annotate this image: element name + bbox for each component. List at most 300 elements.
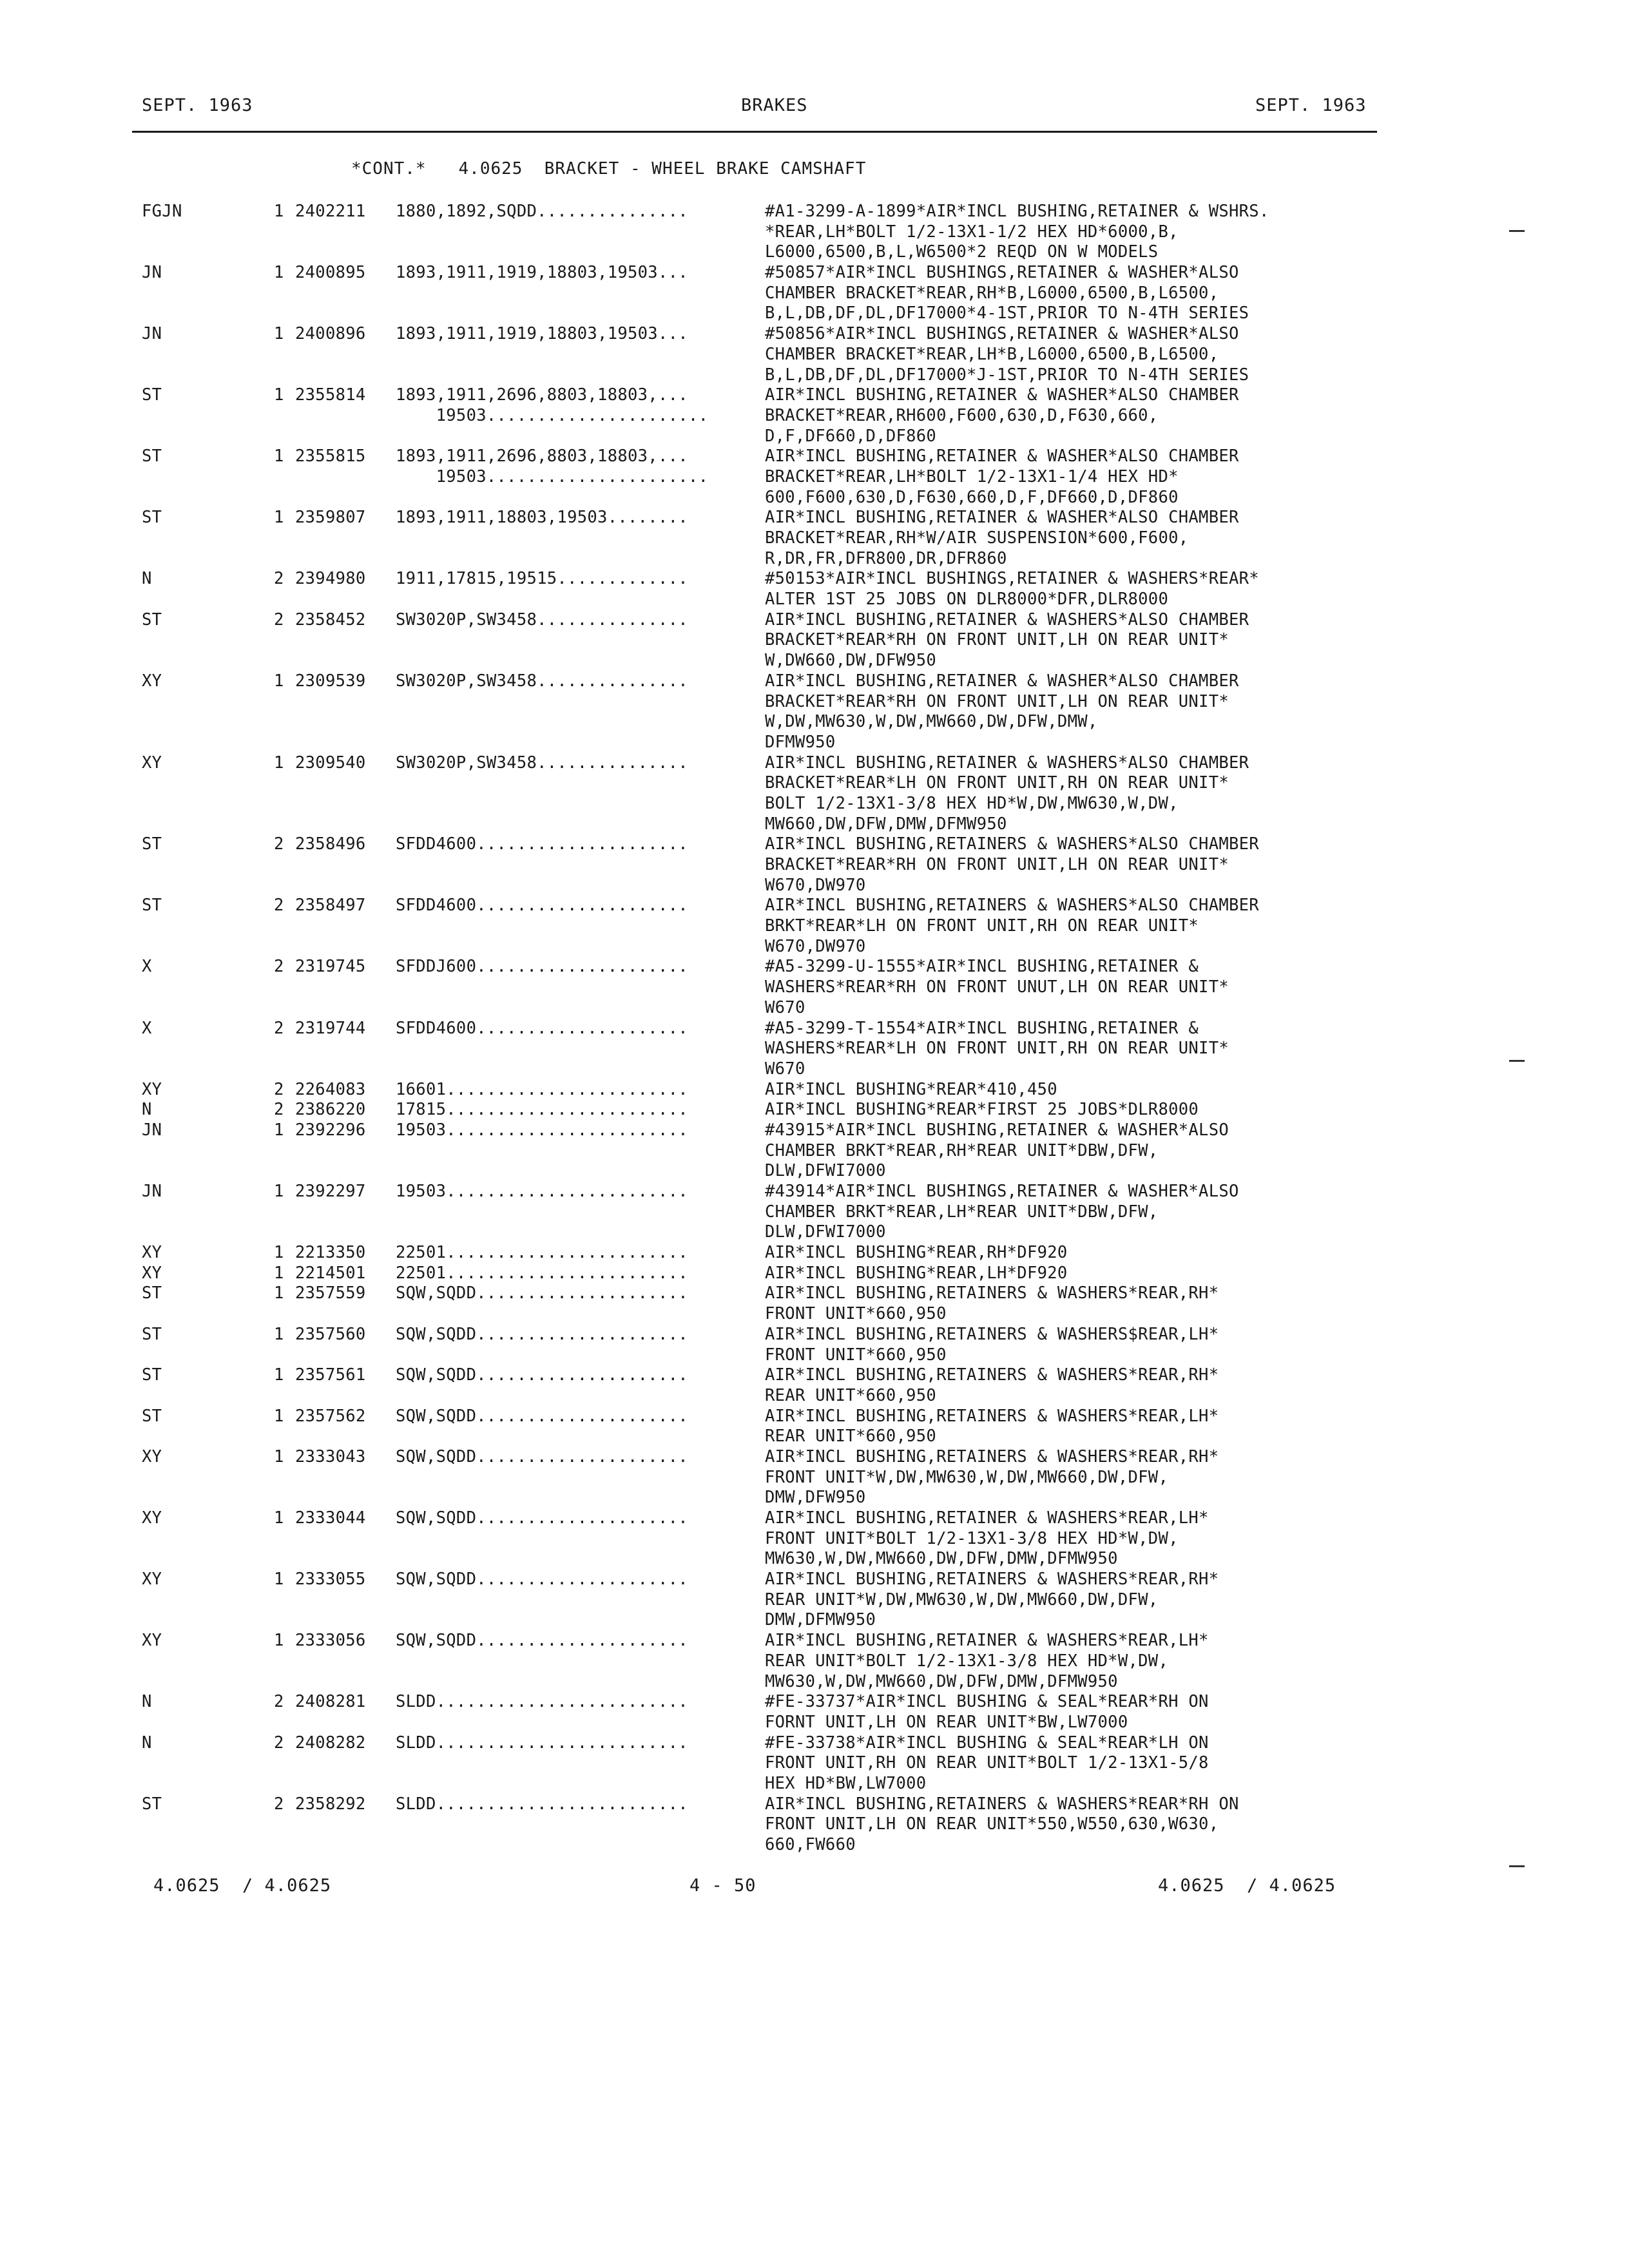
entry-line [0, 345, 1629, 365]
entry-line [0, 549, 1629, 570]
description: DMW,DFMW950 [765, 1610, 876, 1630]
model-code: XY [142, 1508, 162, 1528]
description: #A5-3299-U-1555*AIR*INCL BUSHING,RETAINER & [765, 957, 1199, 977]
quantity: 2 [274, 1733, 284, 1753]
model-code: XY [142, 1243, 162, 1263]
model-list: 19503...................... [396, 466, 709, 486]
description: W670 [765, 1059, 805, 1079]
entry-line [0, 1651, 1629, 1672]
entry-line [0, 488, 1629, 508]
description: AIR*INCL BUSHING,RETAINERS & WASHERS*ALSO CHAMBER [765, 834, 1259, 854]
model-list: SQW,SQDD..................... [396, 1324, 688, 1344]
header-title: BRAKES [741, 95, 808, 115]
model-code: X [142, 957, 152, 977]
model-code: XY [142, 671, 162, 691]
part-number: 2358497 [295, 896, 366, 916]
quantity: 1 [274, 1406, 284, 1426]
quantity: 1 [274, 1120, 284, 1140]
description: BRKT*REAR*LH ON FRONT UNIT,RH ON REAR UNIT* [765, 916, 1199, 936]
model-code: XY [142, 753, 162, 773]
description: AIR*INCL BUSHING,RETAINERS & WASHERS*REAR,RH* [765, 1365, 1219, 1385]
part-number: 2394980 [295, 569, 366, 589]
description: 600,F600,630,D,F630,660,D,F,DF660,D,DF860 [765, 487, 1179, 507]
quantity: 2 [274, 1100, 284, 1120]
entry-line [0, 1468, 1629, 1488]
description: #FE-33737*AIR*INCL BUSHING & SEAL*REAR*RH ON [765, 1692, 1209, 1712]
entry-line [0, 733, 1629, 753]
model-list: 1880,1892,SQDD............... [396, 202, 688, 221]
quantity: 2 [274, 896, 284, 916]
model-code: XY [142, 1263, 162, 1283]
model-list: SQW,SQDD..................... [396, 1631, 688, 1651]
model-list: 19503........................ [396, 1182, 688, 1201]
description: BRACKET*REAR*RH ON FRONT UNIT,LH ON REAR UNIT* [765, 691, 1229, 711]
entry-line [0, 1202, 1629, 1223]
entry-line [0, 773, 1629, 794]
model-code: N [142, 1692, 152, 1712]
description: AIR*INCL BUSHING,RETAINERS & WASHERS*REAR,LH* [765, 1406, 1219, 1426]
entry-line [0, 467, 1629, 488]
model-code: ST [142, 1283, 162, 1303]
description: #FE-33738*AIR*INCL BUSHING & SEAL*REAR*LH ON [765, 1733, 1209, 1753]
entry-line [0, 1243, 1629, 1264]
description: B,L,DB,DF,DL,DF17000*J-1ST,PRIOR TO N-4TH SERIES [765, 365, 1249, 385]
model-code: ST [142, 896, 162, 916]
quantity: 1 [274, 385, 284, 405]
part-entry [0, 1407, 1629, 1447]
entry-line [0, 1692, 1629, 1713]
model-list: SW3020P,SW3458............... [396, 753, 688, 773]
model-list: SLDD......................... [396, 1733, 688, 1753]
part-entry [0, 896, 1629, 957]
header-date-right: SEPT. 1963 [1255, 95, 1367, 115]
entry-line [0, 406, 1629, 427]
entry-line [0, 977, 1629, 998]
model-list: SQW,SQDD..................... [396, 1365, 688, 1385]
part-number: 2264083 [295, 1079, 366, 1099]
model-list: 19503........................ [396, 1120, 688, 1140]
description: DMW,DFW950 [765, 1488, 866, 1508]
entry-line [0, 630, 1629, 651]
part-number: 2392296 [295, 1120, 366, 1140]
quantity: 1 [274, 1182, 284, 1201]
part-entry [0, 202, 1629, 263]
entry-line [0, 324, 1629, 345]
page-number: 4 - 50 [689, 1876, 757, 1896]
description: CHAMBER BRACKET*REAR,LH*B,L6000,6500,B,L6500, [765, 344, 1219, 364]
part-number: 2355814 [295, 385, 366, 405]
model-code: JN [142, 324, 162, 344]
entry-line [0, 712, 1629, 733]
part-entry [0, 1019, 1629, 1080]
part-entry [0, 1692, 1629, 1733]
model-list: SLDD......................... [396, 1692, 688, 1712]
entry-line [0, 590, 1629, 610]
part-entry [0, 1120, 1629, 1182]
entry-line [0, 1488, 1629, 1508]
description: AIR*INCL BUSHING,RETAINER & WASHERS*ALSO CHAMBER [765, 610, 1249, 629]
quantity: 1 [274, 1263, 284, 1283]
quantity: 1 [274, 1446, 284, 1466]
quantity: 1 [274, 671, 284, 691]
description: FRONT UNIT*BOLT 1/2-13X1-3/8 HEX HD*W,DW, [765, 1528, 1179, 1548]
part-number: 2333056 [295, 1631, 366, 1651]
description: W,DW660,DW,DFW950 [765, 651, 937, 671]
description: BRACKET*REAR*RH ON FRONT UNIT,LH ON REAR UNIT* [765, 630, 1229, 650]
entry-line [0, 1814, 1629, 1835]
quantity: 1 [274, 202, 284, 221]
part-entry [0, 1325, 1629, 1365]
quantity: 2 [274, 1018, 284, 1038]
model-code: ST [142, 508, 162, 528]
description: W670,DW970 [765, 875, 866, 895]
description: REAR UNIT*660,950 [765, 1427, 937, 1446]
part-entry [0, 1182, 1629, 1243]
part-number: 2358452 [295, 610, 366, 629]
description: MW660,DW,DFW,DMW,DFMW950 [765, 814, 1007, 834]
entry-line [0, 1304, 1629, 1325]
part-number: 2386220 [295, 1100, 366, 1120]
description: CHAMBER BRACKET*REAR,RH*B,L6000,6500,B,L6500, [765, 283, 1219, 303]
entry-line [0, 1672, 1629, 1693]
description: BRACKET*REAR,LH*BOLT 1/2-13X1-1/4 HEX HD* [765, 466, 1179, 486]
part-entry [0, 1794, 1629, 1856]
part-number: 2400896 [295, 324, 366, 344]
description: FRONT UNIT*W,DW,MW630,W,DW,MW660,DW,DFW, [765, 1467, 1169, 1487]
entry-line [0, 1345, 1629, 1366]
description: R,DR,FR,DFR800,DR,DFR860 [765, 548, 1007, 568]
description: REAR UNIT*W,DW,MW630,W,DW,MW660,DW,DFW, [765, 1590, 1159, 1610]
entry-line [0, 1733, 1629, 1754]
entry-line [0, 1508, 1629, 1529]
description: AIR*INCL BUSHING*REAR,RH*DF920 [765, 1243, 1068, 1263]
description: #50153*AIR*INCL BUSHINGS,RETAINER & WASHERS*REAR* [765, 569, 1259, 589]
entry-line [0, 957, 1629, 977]
quantity: 1 [274, 753, 284, 773]
quantity: 1 [274, 1570, 284, 1590]
quantity: 1 [274, 508, 284, 528]
quantity: 1 [274, 1243, 284, 1263]
parts-list [0, 202, 1629, 1856]
entry-line [0, 651, 1629, 671]
part-entry [0, 263, 1629, 324]
description: #43914*AIR*INCL BUSHINGS,RETAINER & WASHER*ALSO [765, 1182, 1239, 1201]
footer-section-left: 4.0625 / 4.0625 [153, 1876, 332, 1896]
entry-line [0, 1610, 1629, 1631]
entry-line [0, 916, 1629, 937]
description: W670 [765, 997, 805, 1017]
entry-line [0, 1325, 1629, 1345]
part-entry [0, 447, 1629, 508]
entry-line [0, 569, 1629, 590]
description: AIR*INCL BUSHING,RETAINERS & WASHERS*REAR,RH* [765, 1570, 1219, 1590]
model-list: SW3020P,SW3458............... [396, 671, 688, 691]
part-entry [0, 385, 1629, 447]
description: AIR*INCL BUSHING*REAR*410,450 [765, 1079, 1057, 1099]
description: #A1-3299-A-1899*AIR*INCL BUSHING,RETAINER & WSHRS. [765, 202, 1269, 221]
description: BRACKET*REAR,RH*W/AIR SUSPENSION*600,F600, [765, 528, 1189, 548]
part-number: 2408282 [295, 1733, 366, 1753]
quantity: 2 [274, 1794, 284, 1814]
part-number: 2309540 [295, 753, 366, 773]
entry-line [0, 447, 1629, 467]
model-code: ST [142, 1365, 162, 1385]
entry-line [0, 202, 1629, 222]
entry-line [0, 1447, 1629, 1468]
part-number: 2359807 [295, 508, 366, 528]
entry-line [0, 1549, 1629, 1570]
entry-line [0, 794, 1629, 814]
part-number: 2357561 [295, 1365, 366, 1385]
model-code: N [142, 569, 152, 589]
margin-mark [1509, 230, 1525, 232]
description: FRONT UNIT*660,950 [765, 1345, 947, 1365]
header-rule [132, 131, 1377, 133]
entry-line [0, 1059, 1629, 1080]
description: AIR*INCL BUSHING,RETAINERS & WASHERS*REAR,RH* [765, 1283, 1219, 1303]
margin-mark [1509, 1865, 1525, 1867]
model-list: 1911,17815,19515............. [396, 569, 688, 589]
part-entry [0, 1100, 1629, 1120]
part-number: 2357559 [295, 1283, 366, 1303]
model-code: FGJN [142, 202, 182, 221]
description: #A5-3299-T-1554*AIR*INCL BUSHING,RETAINER & [765, 1018, 1199, 1038]
model-code: ST [142, 447, 162, 466]
part-number: 2408281 [295, 1692, 366, 1712]
description: AIR*INCL BUSHING,RETAINER & WASHER*ALSO CHAMBER [765, 447, 1239, 466]
model-code: X [142, 1018, 152, 1038]
part-entry [0, 508, 1629, 569]
part-number: 2214501 [295, 1263, 366, 1283]
description: DLW,DFWI7000 [765, 1161, 886, 1181]
quantity: 2 [274, 957, 284, 977]
quantity: 1 [274, 1508, 284, 1528]
description: AIR*INCL BUSHING,RETAINER & WASHER*ALSO CHAMBER [765, 385, 1239, 405]
margin-mark [1509, 1060, 1525, 1062]
entry-line [0, 1386, 1629, 1407]
description: AIR*INCL BUSHING,RETAINERS & WASHERS$REAR,LH* [765, 1324, 1219, 1344]
model-list: 1893,1911,1919,18803,19503... [396, 324, 688, 344]
model-list: SQW,SQDD..................... [396, 1283, 688, 1303]
description: BOLT 1/2-13X1-3/8 HEX HD*W,DW,MW630,W,DW, [765, 793, 1179, 813]
description: AIR*INCL BUSHING,RETAINER & WASHERS*REAR,LH* [765, 1508, 1209, 1528]
part-entry [0, 1570, 1629, 1631]
entry-line [0, 1222, 1629, 1243]
model-code: JN [142, 263, 162, 283]
entry-line [0, 1427, 1629, 1447]
description: DLW,DFWI7000 [765, 1222, 886, 1242]
part-entry [0, 1365, 1629, 1406]
part-entry [0, 1631, 1629, 1692]
model-list: SFDDJ600..................... [396, 957, 688, 977]
description: W670,DW970 [765, 936, 866, 956]
model-code: ST [142, 1324, 162, 1344]
description: AIR*INCL BUSHING,RETAINERS & WASHERS*REAR,RH* [765, 1446, 1219, 1466]
entry-line [0, 1365, 1629, 1386]
model-code: XY [142, 1570, 162, 1590]
entry-line [0, 1264, 1629, 1284]
description: DFMW950 [765, 732, 836, 752]
entry-line [0, 876, 1629, 896]
model-code: N [142, 1733, 152, 1753]
description: HEX HD*BW,LW7000 [765, 1773, 927, 1793]
entry-line [0, 508, 1629, 528]
footer-section-right: 4.0625 / 4.0625 [1158, 1876, 1336, 1896]
description: AIR*INCL BUSHING*REAR,LH*DF920 [765, 1263, 1068, 1283]
description: MW630,W,DW,MW660,DW,DFW,DMW,DFMW950 [765, 1671, 1118, 1691]
model-list: SFDD4600..................... [396, 896, 688, 916]
description: MW630,W,DW,MW660,DW,DFW,DMW,DFMW950 [765, 1549, 1118, 1569]
description: FRONT UNIT*660,950 [765, 1304, 947, 1324]
description: #50857*AIR*INCL BUSHINGS,RETAINER & WASHER*ALSO [765, 263, 1239, 283]
description: FRONT UNIT,LH ON REAR UNIT*550,W550,630,W630, [765, 1814, 1219, 1834]
entry-line [0, 1794, 1629, 1815]
model-list: 19503...................... [396, 405, 709, 425]
part-number: 2400895 [295, 263, 366, 283]
model-list: 22501........................ [396, 1263, 688, 1283]
entry-line [0, 814, 1629, 835]
entry-line [0, 1835, 1629, 1856]
description: AIR*INCL BUSHING,RETAINER & WASHER*ALSO CHAMBER [765, 671, 1239, 691]
entry-line [0, 610, 1629, 631]
part-number: 2358496 [295, 834, 366, 854]
description: AIR*INCL BUSHING,RETAINER & WASHERS*REAR,LH* [765, 1631, 1209, 1651]
model-code: ST [142, 834, 162, 854]
description: WASHERS*REAR*LH ON FRONT UNIT,RH ON REAR UNIT* [765, 1039, 1229, 1059]
description: BRACKET*REAR*LH ON FRONT UNIT,RH ON REAR UNIT* [765, 773, 1229, 793]
description: FRONT UNIT,RH ON REAR UNIT*BOLT 1/2-13X1-5/8 [765, 1753, 1209, 1773]
entry-line [0, 1080, 1629, 1100]
description: CHAMBER BRKT*REAR,LH*REAR UNIT*DBW,DFW, [765, 1202, 1159, 1222]
part-entry [0, 324, 1629, 385]
part-number: 2319744 [295, 1018, 366, 1038]
part-number: 2333044 [295, 1508, 366, 1528]
entry-line [0, 1100, 1629, 1120]
part-number: 2392297 [295, 1182, 366, 1201]
quantity: 1 [274, 263, 284, 283]
model-list: 1893,1911,2696,8803,18803,... [396, 447, 688, 466]
description: REAR UNIT*660,950 [765, 1385, 937, 1405]
entry-line [0, 385, 1629, 406]
quantity: 1 [274, 324, 284, 344]
model-list: 1893,1911,2696,8803,18803,... [396, 385, 688, 405]
entry-line [0, 528, 1629, 549]
quantity: 1 [274, 1324, 284, 1344]
part-number: 2333055 [295, 1570, 366, 1590]
model-list: SQW,SQDD..................... [396, 1446, 688, 1466]
model-list: SQW,SQDD..................... [396, 1406, 688, 1426]
description: #50856*AIR*INCL BUSHINGS,RETAINER & WASHER*ALSO [765, 324, 1239, 344]
model-list: SFDD4600..................... [396, 834, 688, 854]
part-entry [0, 753, 1629, 835]
description: *REAR,LH*BOLT 1/2-13X1-1/2 HEX HD*6000,B, [765, 222, 1179, 242]
quantity: 2 [274, 834, 284, 854]
entry-line [0, 1039, 1629, 1059]
part-number: 2402211 [295, 202, 366, 221]
entry-line [0, 1407, 1629, 1427]
entry-line [0, 284, 1629, 304]
quantity: 2 [274, 1692, 284, 1712]
description: AIR*INCL BUSHING,RETAINER & WASHER*ALSO CHAMBER [765, 508, 1239, 528]
part-entry [0, 834, 1629, 896]
entry-line [0, 1753, 1629, 1774]
part-number: 2355815 [295, 447, 366, 466]
part-number: 2213350 [295, 1243, 366, 1263]
model-code: ST [142, 1794, 162, 1814]
part-entry [0, 1080, 1629, 1100]
entry-line [0, 303, 1629, 324]
part-entry [0, 957, 1629, 1018]
entry-line [0, 1570, 1629, 1590]
description: AIR*INCL BUSHING,RETAINERS & WASHERS*REAR*RH ON [765, 1794, 1239, 1814]
description: D,F,DF660,D,DF860 [765, 426, 937, 446]
entry-line [0, 998, 1629, 1019]
model-code: ST [142, 1406, 162, 1426]
entry-line [0, 937, 1629, 957]
entry-line [0, 1141, 1629, 1162]
part-number: 2357560 [295, 1324, 366, 1344]
model-code: JN [142, 1120, 162, 1140]
entry-line [0, 671, 1629, 692]
part-entry [0, 1508, 1629, 1570]
entry-line [0, 834, 1629, 855]
description: BRACKET*REAR,RH600,F600,630,D,F630,660, [765, 405, 1159, 425]
entry-line [0, 1774, 1629, 1794]
model-code: JN [142, 1182, 162, 1201]
description: WASHERS*REAR*RH ON FRONT UNUT,LH ON REAR UNIT* [765, 977, 1229, 997]
part-number: 2358292 [295, 1794, 366, 1814]
description: REAR UNIT*BOLT 1/2-13X1-3/8 HEX HD*W,DW, [765, 1651, 1169, 1671]
description: CHAMBER BRKT*REAR,RH*REAR UNIT*DBW,DFW, [765, 1140, 1159, 1160]
model-code: ST [142, 610, 162, 629]
model-code: ST [142, 385, 162, 405]
entry-line [0, 1713, 1629, 1733]
entry-line [0, 427, 1629, 447]
part-entry [0, 569, 1629, 610]
entry-line [0, 365, 1629, 386]
model-list: 16601........................ [396, 1079, 688, 1099]
description: W,DW,MW630,W,DW,MW660,DW,DFW,DMW, [765, 712, 1098, 732]
entry-line [0, 1161, 1629, 1182]
description: L6000,6500,B,L,W6500*2 REQD ON W MODELS [765, 242, 1159, 262]
header-date-left: SEPT. 1963 [142, 95, 253, 115]
description: AIR*INCL BUSHING*REAR*FIRST 25 JOBS*DLR8000 [765, 1100, 1199, 1120]
model-list: SFDD4600..................... [396, 1018, 688, 1038]
description: #43915*AIR*INCL BUSHING,RETAINER & WASHER*ALSO [765, 1120, 1229, 1140]
quantity: 1 [274, 447, 284, 466]
description: 660,FW660 [765, 1835, 856, 1854]
entry-line [0, 1631, 1629, 1651]
part-number: 2333043 [295, 1446, 366, 1466]
part-entry [0, 1447, 1629, 1508]
description: BRACKET*REAR*RH ON FRONT UNIT,LH ON REAR UNIT* [765, 855, 1229, 874]
entry-line [0, 242, 1629, 263]
entry-line [0, 1529, 1629, 1550]
model-list: SQW,SQDD..................... [396, 1570, 688, 1590]
description: AIR*INCL BUSHING,RETAINERS & WASHERS*ALSO CHAMBER [765, 896, 1259, 916]
entry-line [0, 1590, 1629, 1611]
quantity: 1 [274, 1365, 284, 1385]
quantity: 1 [274, 1283, 284, 1303]
part-number: 2357562 [295, 1406, 366, 1426]
model-list: SLDD......................... [396, 1794, 688, 1814]
model-list: 1893,1911,18803,19503........ [396, 508, 688, 528]
part-entry [0, 1283, 1629, 1324]
model-list: 22501........................ [396, 1243, 688, 1263]
model-list: 17815........................ [396, 1100, 688, 1120]
model-code: N [142, 1100, 152, 1120]
entry-line [0, 1182, 1629, 1202]
